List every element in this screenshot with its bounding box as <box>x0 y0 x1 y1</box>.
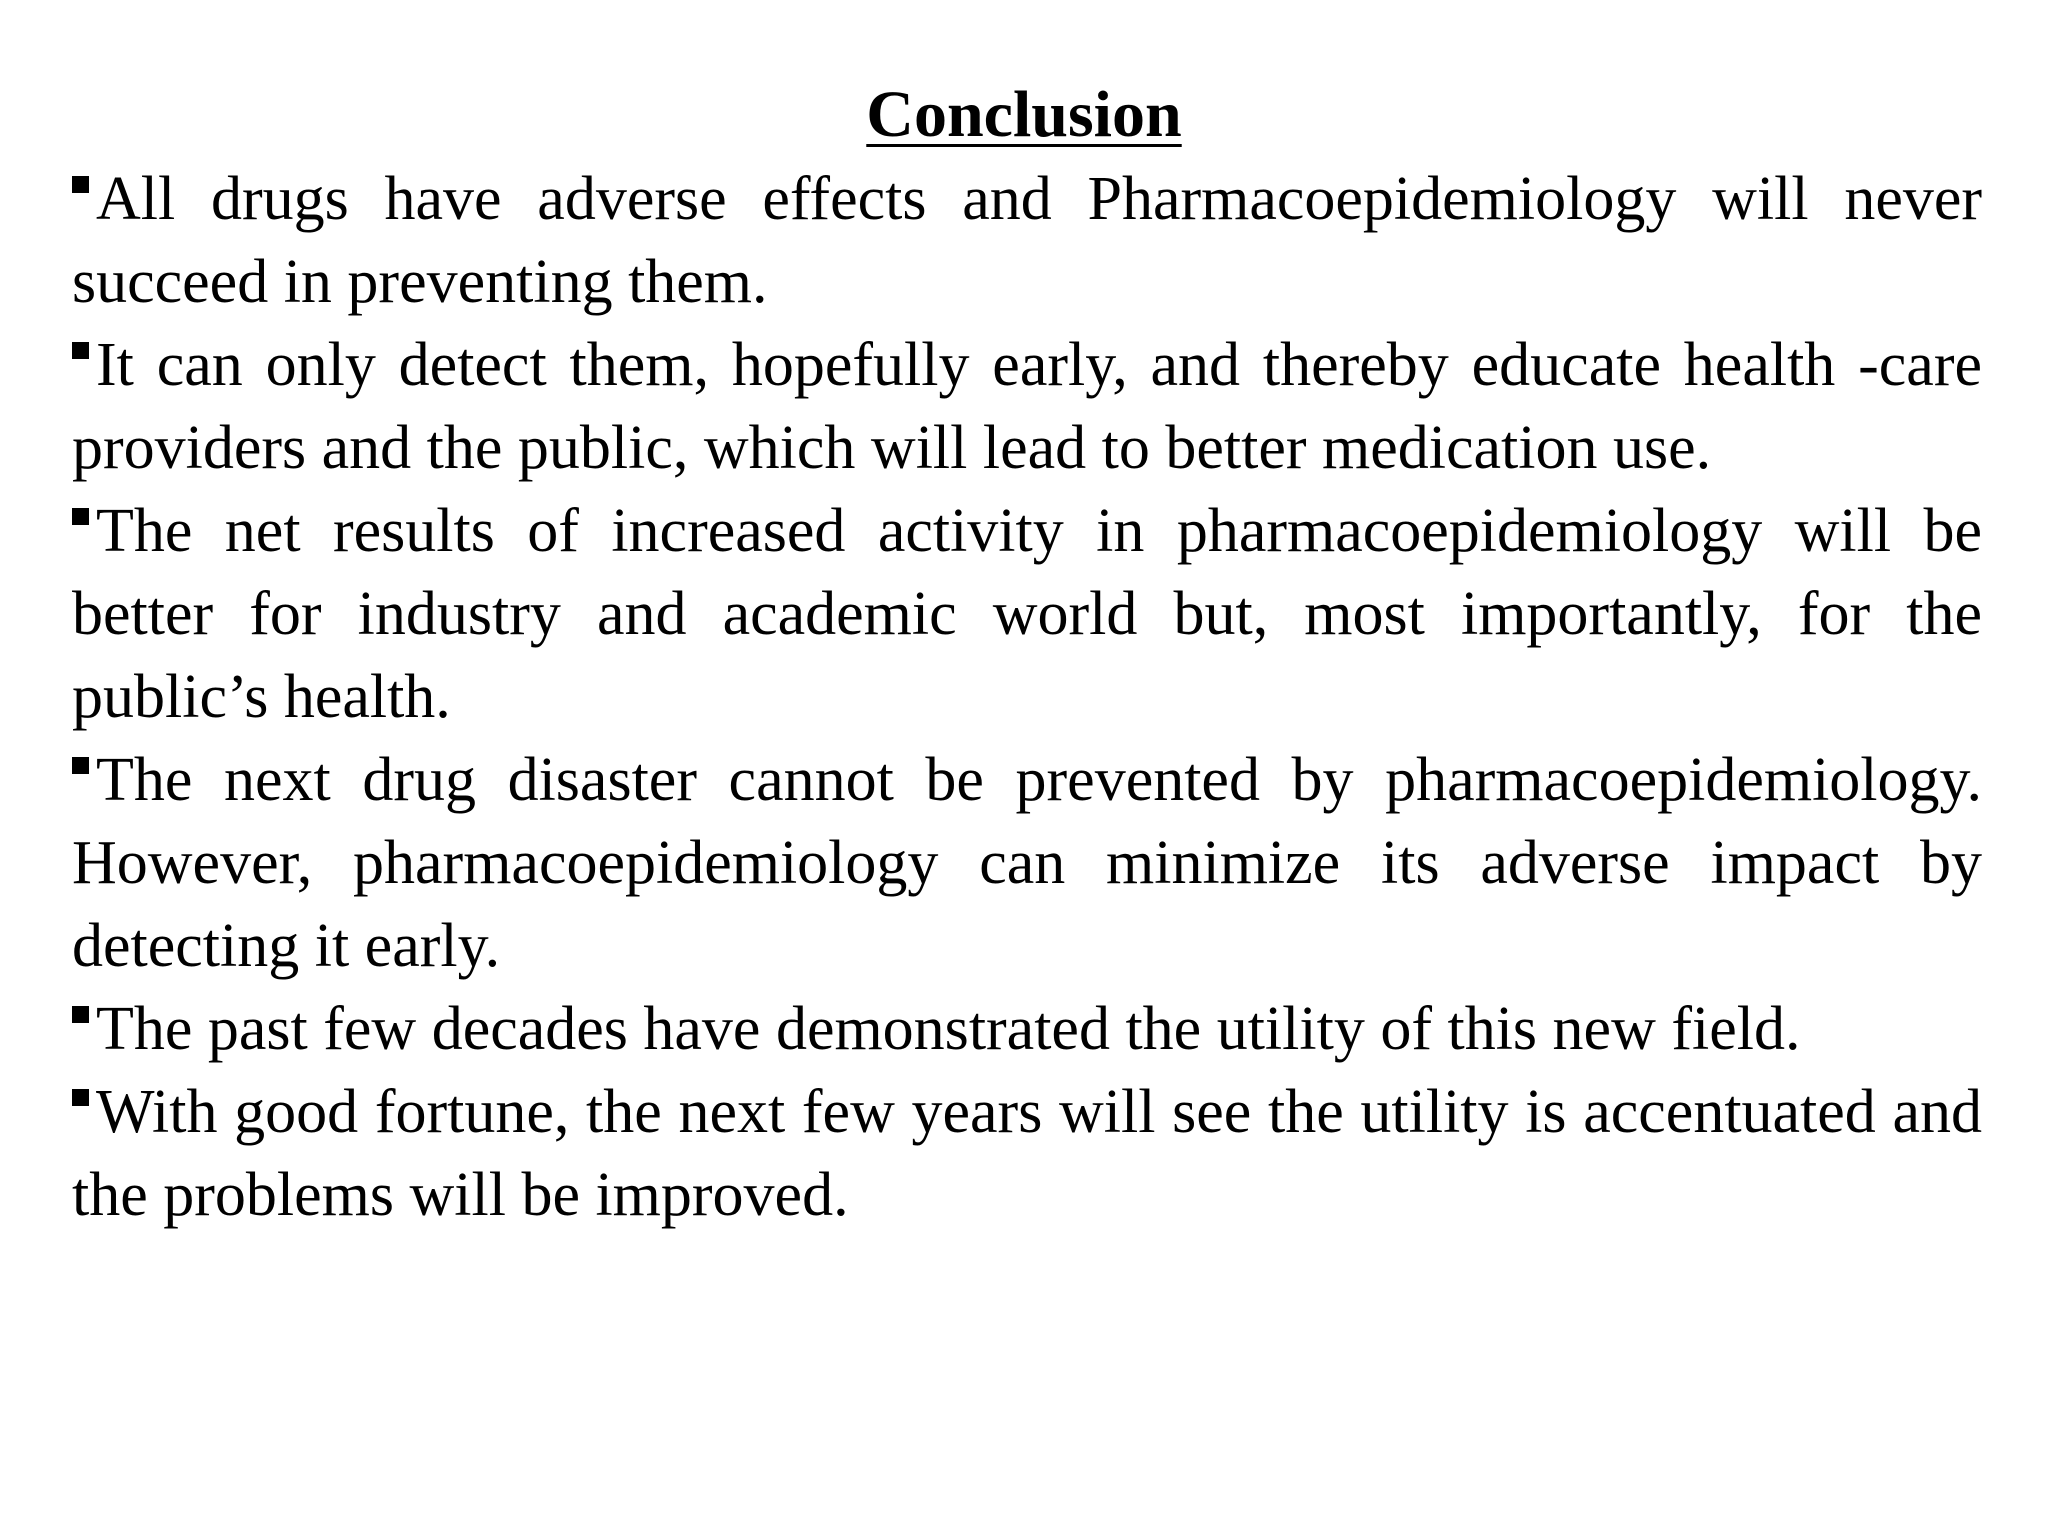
square-bullet-icon <box>72 757 89 774</box>
square-bullet-icon <box>72 1006 89 1023</box>
bullet-text: The past few decades have demonstrated the utility of this new field. <box>96 995 1801 1063</box>
bullet-item <box>72 1071 1982 1237</box>
bullet-text: The net results of increased activity in pharmacoepidemiology will be better for industry and academic world but, most importantly, for the public’s health. <box>72 497 1982 731</box>
slide-title <box>0 70 2048 160</box>
bullet-item <box>72 158 1982 324</box>
square-bullet-icon <box>72 1089 89 1106</box>
square-bullet-icon <box>72 176 89 193</box>
slide-title-text: Conclusion <box>866 78 1182 151</box>
bullet-item <box>72 739 1982 988</box>
square-bullet-icon <box>72 508 89 525</box>
bullet-text: It can only detect them, hopefully early, and thereby educate health -care providers and the public, which will lead to better medication use. <box>72 331 1982 482</box>
square-bullet-icon <box>72 342 89 359</box>
bullet-text: All drugs have adverse effects and Pharmacoepidemiology will never succeed in preventing them. <box>72 165 1982 316</box>
bullet-text: With good fortune, the next few years will see the utility is accentuated and the problems will be improved. <box>72 1078 1982 1229</box>
bullet-item <box>72 490 1982 739</box>
bullet-list <box>72 158 1982 1237</box>
bullet-item <box>72 324 1982 490</box>
bullet-item <box>72 988 1982 1071</box>
bullet-text: The next drug disaster cannot be prevented by pharmacoepidemiology. However, pharmacoepidemiology can minimize its adverse impact by detecting it early. <box>72 746 1982 980</box>
